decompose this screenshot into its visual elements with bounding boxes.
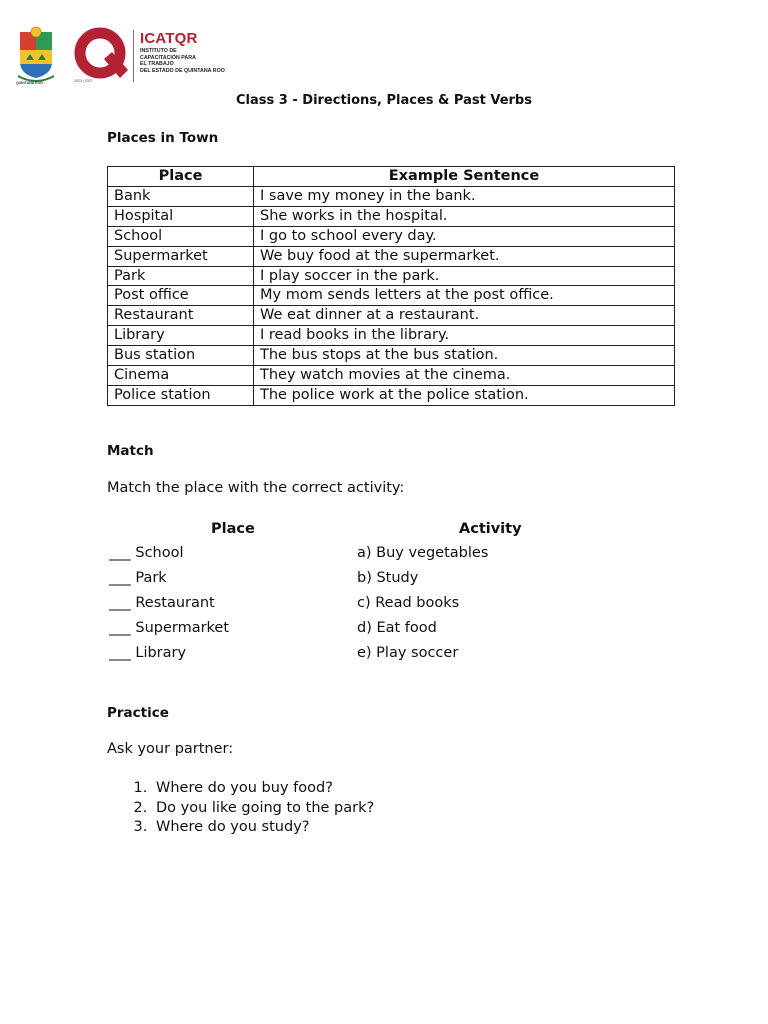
match-activity-item: c) Read books: [357, 595, 460, 611]
place-cell: Bank: [108, 186, 254, 206]
logo-divider: [133, 30, 134, 82]
place-cell: Post office: [108, 286, 254, 306]
table-row: [108, 366, 675, 386]
table-row: [108, 385, 675, 405]
table-row: [108, 266, 675, 286]
place-cell: Park: [108, 266, 254, 286]
sentence-cell: My mom sends letters at the post office.: [254, 286, 675, 306]
match-activity-header: Activity: [459, 521, 522, 537]
table-row: [108, 186, 675, 206]
org-name: ICATQR: [140, 30, 198, 47]
match-place-item: ___ Library: [109, 645, 187, 661]
table-row: [108, 326, 675, 346]
sentence-cell: They watch movies at the cinema.: [254, 366, 675, 386]
sentence-cell: I go to school every day.: [254, 226, 675, 246]
match-place-item: ___ Park: [109, 570, 167, 586]
practice-questions-list: [107, 779, 374, 838]
match-place-header: Place: [211, 521, 255, 537]
places-heading: Places in Town: [107, 130, 219, 146]
sentence-cell: I save my money in the bank.: [254, 186, 675, 206]
match-heading: Match: [107, 443, 154, 459]
list-item: 3. Where do you study?: [152, 818, 374, 838]
table-row: [108, 346, 675, 366]
place-cell: Supermarket: [108, 246, 254, 266]
practice-heading: Practice: [107, 705, 169, 721]
list-item: 1. Where do you buy food?: [152, 779, 374, 799]
place-cell: Bus station: [108, 346, 254, 366]
header-logos: [16, 26, 256, 86]
match-place-item: ___ Restaurant: [109, 595, 215, 611]
place-cell: Library: [108, 326, 254, 346]
practice-instruction: Ask your partner:: [107, 741, 234, 757]
match-place-item: ___ School: [109, 545, 184, 561]
table-row: [108, 206, 675, 226]
icatqr-q-logo-icon: [70, 26, 132, 84]
match-place-item: ___ Supermarket: [109, 620, 230, 636]
column-header-sentence: Example Sentence: [254, 167, 675, 187]
sentence-cell: The police work at the police station.: [254, 385, 675, 405]
q-years: 2023 | 2027: [74, 79, 93, 83]
table-row: [108, 306, 675, 326]
quintana-roo-seal-icon: [16, 26, 56, 84]
list-item: 2. Do you like going to the park?: [152, 799, 374, 819]
sentence-cell: We buy food at the supermarket.: [254, 246, 675, 266]
match-activity-item: b) Study: [357, 570, 419, 586]
table-header-row: [108, 167, 675, 187]
org-subtitle: INSTITUTO DE CAPACITACIÓN PARA EL TRABAJO DEL ESTADO DE QUINTANA ROO: [140, 48, 225, 74]
place-cell: Restaurant: [108, 306, 254, 326]
sentence-cell: I play soccer in the park.: [254, 266, 675, 286]
place-cell: School: [108, 226, 254, 246]
sentence-cell: We eat dinner at a restaurant.: [254, 306, 675, 326]
table-row: [108, 246, 675, 266]
table-row: [108, 286, 675, 306]
match-activity-item: a) Buy vegetables: [357, 545, 489, 561]
sentence-cell: I read books in the library.: [254, 326, 675, 346]
table-row: [108, 226, 675, 246]
sentence-cell: She works in the hospital.: [254, 206, 675, 226]
seal-caption: QUINTANA ROO: [16, 81, 44, 85]
place-cell: Police station: [108, 385, 254, 405]
sentence-cell: The bus stops at the bus station.: [254, 346, 675, 366]
place-cell: Hospital: [108, 206, 254, 226]
place-cell: Cinema: [108, 366, 254, 386]
page-title: Class 3 - Directions, Places & Past Verbs: [236, 93, 532, 108]
match-activity-item: d) Eat food: [357, 620, 437, 636]
match-instruction: Match the place with the correct activity:: [107, 480, 405, 496]
places-table: [107, 166, 675, 406]
match-activity-item: e) Play soccer: [357, 645, 459, 661]
column-header-place: Place: [108, 167, 254, 187]
